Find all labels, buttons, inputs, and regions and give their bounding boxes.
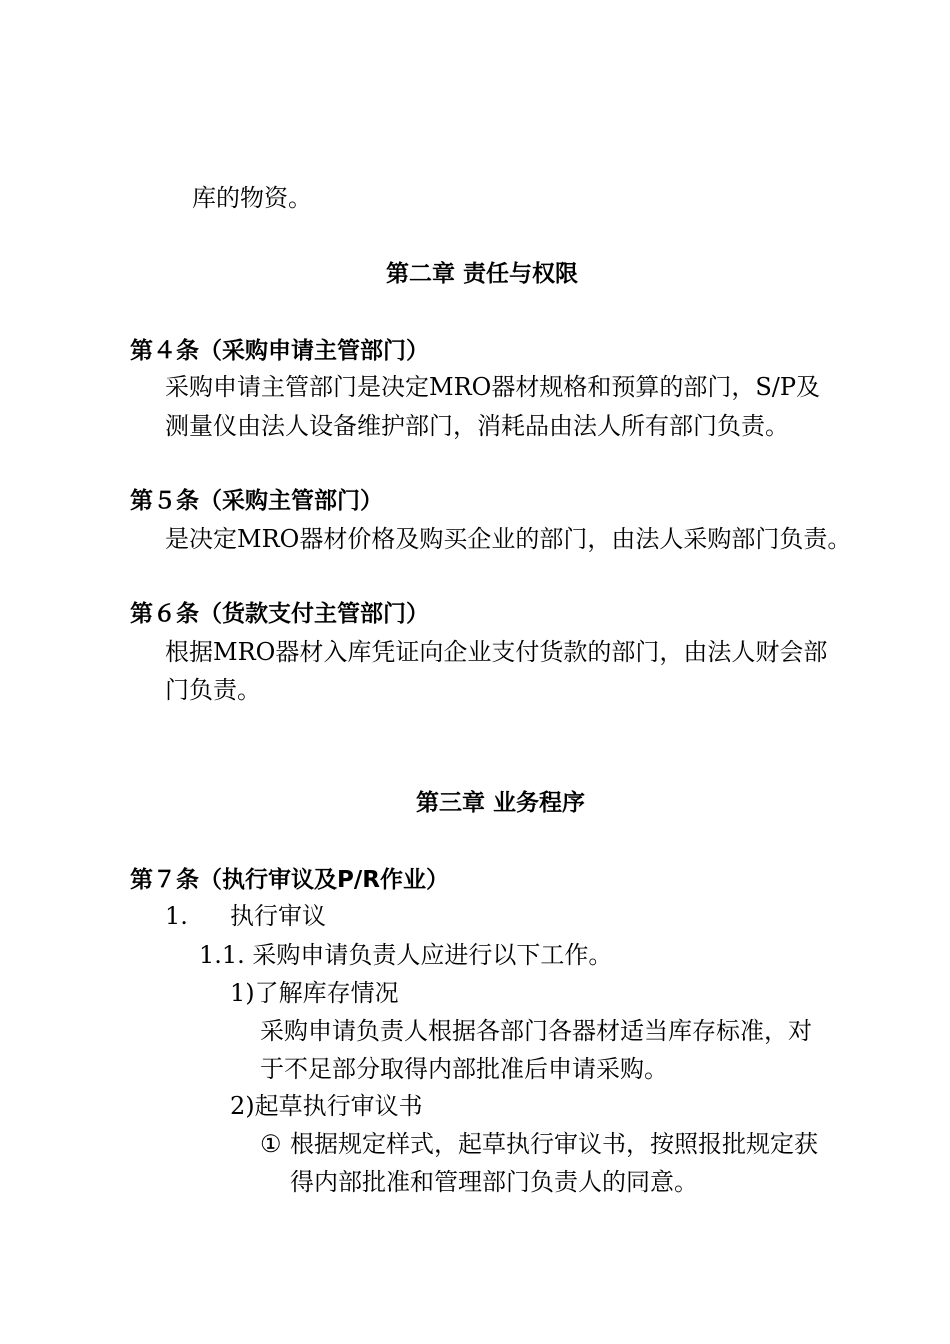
article-7-heading: 第７条（执行审议及P/R作业） [130, 867, 449, 893]
item-1-text: 执行审议 [230, 902, 326, 930]
article-5-heading: 第５条（采购主管部门） [130, 488, 383, 514]
chapter-3-title: 第三章 业务程序 [416, 790, 586, 816]
article-4-line-2: 测量仪由法人设备维护部门，消耗品由法人所有部门负责。 [165, 412, 789, 440]
sub-item-1-title: 1)了解库存情况 [230, 979, 399, 1007]
article-5-line-1: 是决定MRO器材价格及购买企业的部门，由法人采购部门负责。 [165, 525, 852, 553]
sub-item-2-line-1: 根据规定样式，起草执行审议书，按照报批规定获 [290, 1130, 818, 1158]
continuation-line: 库的物资。 [192, 184, 312, 212]
item-1-number: 1. [165, 902, 188, 930]
sub-item-1-line-2: 于不足部分取得内部批准后申请采购。 [260, 1055, 668, 1083]
circled-one-marker: ① [260, 1130, 282, 1158]
article-4-line-1: 采购申请主管部门是决定MRO器材规格和预算的部门，S/P及 [165, 373, 820, 401]
sub-item-2-title: 2)起草执行审议书 [230, 1092, 423, 1120]
article-6-line-1: 根据MRO器材入库凭证向企业支付货款的部门，由法人财会部 [165, 638, 828, 666]
sub-item-1-line-1: 采购申请负责人根据各部门各器材适当库存标准，对 [260, 1017, 812, 1045]
article-6-heading: 第６条（货款支付主管部门） [130, 601, 429, 627]
item-1-1: 1.1. 采购申请负责人应进行以下工作。 [199, 941, 613, 969]
chapter-2-title: 第二章 责任与权限 [386, 261, 579, 287]
article-6-line-2: 门负责。 [165, 676, 261, 704]
sub-item-2-line-2: 得内部批准和管理部门负责人的同意。 [290, 1168, 698, 1196]
article-4-heading: 第４条（采购申请主管部门） [130, 338, 429, 364]
